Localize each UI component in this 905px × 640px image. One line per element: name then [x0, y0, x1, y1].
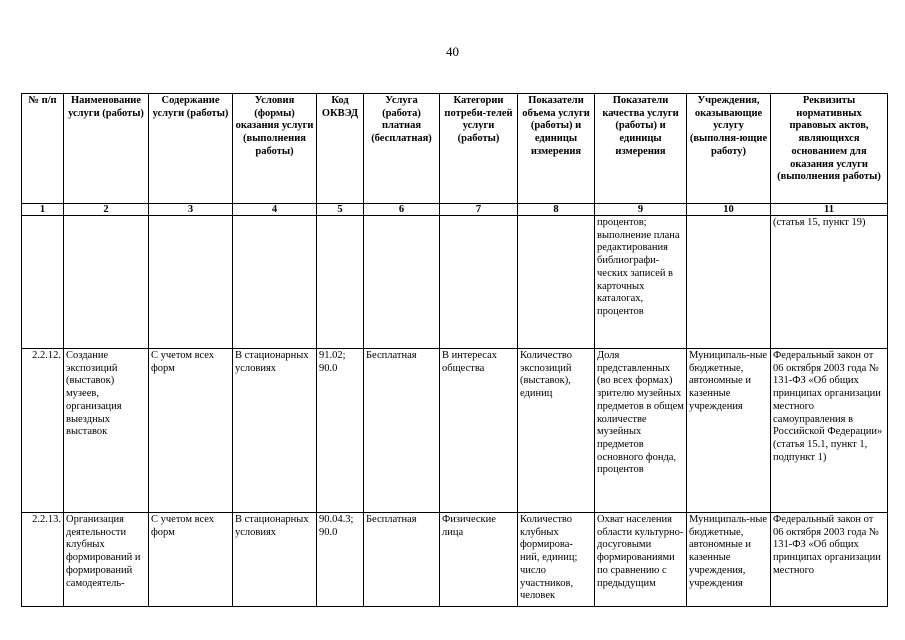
table-cell: 90.04.3; 90.0	[317, 513, 364, 607]
table-cell: Количество экспозиций (выставок), единиц	[518, 349, 595, 513]
column-header: Показатели качества услуги (работы) и единицы измерения	[595, 94, 687, 204]
table-row	[22, 513, 888, 607]
column-header: Учреждения, оказывающие услугу (выполня-ющие работу)	[687, 94, 771, 204]
column-header: Услуга (работа) платная (бесплатная)	[364, 94, 440, 204]
table-cell: Доля представленных (во всех формах) зрителю музейных предметов в общем количестве музейных предметов основного фонда, процентов	[595, 349, 687, 513]
table-cell	[687, 216, 771, 349]
table-cell: Федеральный закон от 06 октября 2003 года № 131-ФЗ «Об общих принципах организации местного	[771, 513, 888, 607]
table-cell	[364, 216, 440, 349]
table-cell	[233, 216, 317, 349]
column-header: Наименование услуги (работы)	[64, 94, 149, 204]
page-number: 40	[446, 44, 459, 59]
table-cell: В интересах общества	[440, 349, 518, 513]
row-number: 2.2.13.	[22, 513, 64, 607]
table-cell: Создание экспозиций (выставок) музеев, организация выездных выставок	[64, 349, 149, 513]
column-number-row	[22, 204, 888, 216]
column-number: 2	[64, 204, 149, 216]
column-number: 7	[440, 204, 518, 216]
column-number: 5	[317, 204, 364, 216]
table-cell: процентов; выполнение плана редактирования библиографи-ческих записей в карточных каталогах, процентов	[595, 216, 687, 349]
table-cell	[64, 216, 149, 349]
row-number: 2.2.12.	[22, 349, 64, 513]
column-number: 9	[595, 204, 687, 216]
table-cell: Федеральный закон от 06 октября 2003 года № 131-ФЗ «Об общих принципах организации местного самоуправления в Российской Федерации» (статья 15.1, пункт 1, подпункт 1)	[771, 349, 888, 513]
table-cell	[149, 216, 233, 349]
column-number: 4	[233, 204, 317, 216]
table-row	[22, 216, 888, 349]
table-cell	[317, 216, 364, 349]
column-number: 3	[149, 204, 233, 216]
column-header: Код ОКВЭД	[317, 94, 364, 204]
table-cell: (статья 15, пункт 19)	[771, 216, 888, 349]
table-cell: Муниципаль-ные бюджетные, автономные и казенные учреждения	[687, 349, 771, 513]
table-cell: Организация деятельности клубных формирований и формирований самодеятель-	[64, 513, 149, 607]
header-row	[22, 94, 888, 204]
table-cell: Охват населения области культурно-досуговыми формированиями по сравнению с предыдущим	[595, 513, 687, 607]
table-row	[22, 349, 888, 513]
table-cell	[22, 216, 64, 349]
column-number: 8	[518, 204, 595, 216]
column-header: Категории потреби-телей услуги (работы)	[440, 94, 518, 204]
table-cell: С учетом всех форм	[149, 513, 233, 607]
services-table	[21, 93, 888, 607]
column-header: Содержание услуги (работы)	[149, 94, 233, 204]
column-header: Условия (формы) оказания услуги (выполнения работы)	[233, 94, 317, 204]
table-cell: Муниципаль-ные бюджетные, автономные и казенные учреждения, учреждения	[687, 513, 771, 607]
table-cell	[518, 216, 595, 349]
table-cell: 91.02; 90.0	[317, 349, 364, 513]
table-cell: С учетом всех форм	[149, 349, 233, 513]
table-cell: Бесплатная	[364, 349, 440, 513]
column-number: 1	[22, 204, 64, 216]
column-number: 6	[364, 204, 440, 216]
table-cell: В стационарных условиях	[233, 513, 317, 607]
table-cell: В стационарных условиях	[233, 349, 317, 513]
column-number: 10	[687, 204, 771, 216]
column-header: № п/п	[22, 94, 64, 204]
table-cell	[440, 216, 518, 349]
column-number: 11	[771, 204, 888, 216]
column-header: Показатели объема услуги (работы) и единицы измерения	[518, 94, 595, 204]
column-header: Реквизиты нормативных правовых актов, являющихся основанием для оказания услуги (выполнения работы)	[771, 94, 888, 204]
table-cell: Количество клубных формирова-ний, единиц; число участников, человек	[518, 513, 595, 607]
table-cell: Бесплатная	[364, 513, 440, 607]
table-cell: Физические лица	[440, 513, 518, 607]
